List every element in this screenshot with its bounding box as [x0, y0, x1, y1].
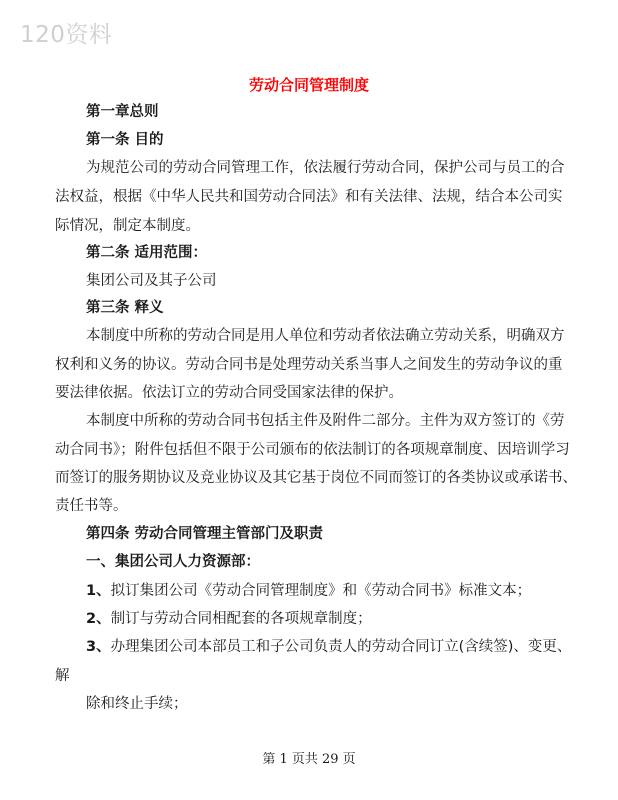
section1-heading: 一、集团公司人力资源部： — [86, 554, 260, 570]
list-item — [86, 582, 531, 600]
document-title: 劳动合同管理制度 — [248, 76, 369, 94]
article2-text: 集团公司及其子公司 — [86, 273, 217, 289]
list-item-text: 拟订集团公司《劳动合同管理制度》和《劳动合同书》标准文本； — [110, 583, 532, 599]
list-item-number: 3、 — [86, 639, 111, 655]
article1-line: 为规范公司的劳动合同管理工作，依法履行劳动合同，保护公司与员工的合 — [86, 160, 565, 176]
chapter-heading: 第一章总则 — [86, 104, 159, 120]
article2-heading: 第二条 适用范围： — [86, 245, 208, 261]
page-number: 第 1 页共 29 页 — [262, 752, 356, 767]
article1-line: 际情况，制定本制度。 — [55, 218, 200, 234]
article3-para2-line: 而签订的服务期协议及竞业协议及其它基于岗位不同而签订的各类协议或承诺书、 — [55, 470, 577, 486]
list-item-text: 办理集团公司本部员工和子公司负责人的劳动合同订立(含续签)、变更、 — [110, 639, 572, 655]
article3-para1-line: 本制度中所称的劳动合同是用人单位和劳动者依法确立劳动关系，明确双方 — [86, 328, 565, 344]
list-item — [86, 610, 372, 628]
article3-para2-line: 动合同书》；附件包括但不限于公司颁布的依法制订的各项规章制度、因培训学习 — [55, 442, 570, 458]
list-item-number: 2、 — [86, 611, 111, 627]
article1-heading: 第一条 目的 — [86, 132, 164, 148]
list-item-continuation: 除和终止手续； — [86, 696, 188, 712]
article3-para2-line: 本制度中所称的劳动合同书包括主件及附件二部分。主件为双方签订的《劳 — [86, 413, 565, 429]
article4-heading: 第四条 劳动合同管理主管部门及职责 — [86, 526, 324, 542]
list-item — [86, 638, 571, 656]
article3-heading: 第三条 释义 — [86, 300, 164, 316]
list-item-wrap: 解 — [55, 668, 70, 684]
watermark: 120资料 — [20, 22, 113, 48]
article3-para1-line: 权利和义务的协议。劳动合同书是处理劳动关系当事人之间发生的劳动争议的重 — [55, 357, 563, 373]
article1-line: 法权益，根据《中华人民共和国劳动合同法》和有关法律、法规，结合本公司实 — [55, 189, 563, 205]
list-item-text: 制订与劳动合同相配套的各项规章制度； — [110, 611, 372, 627]
article3-para1-line: 要法律依据。依法订立的劳动合同受国家法律的保护。 — [55, 385, 403, 401]
list-item-number: 1、 — [86, 583, 111, 599]
article3-para2-line: 责任书等。 — [55, 498, 128, 514]
